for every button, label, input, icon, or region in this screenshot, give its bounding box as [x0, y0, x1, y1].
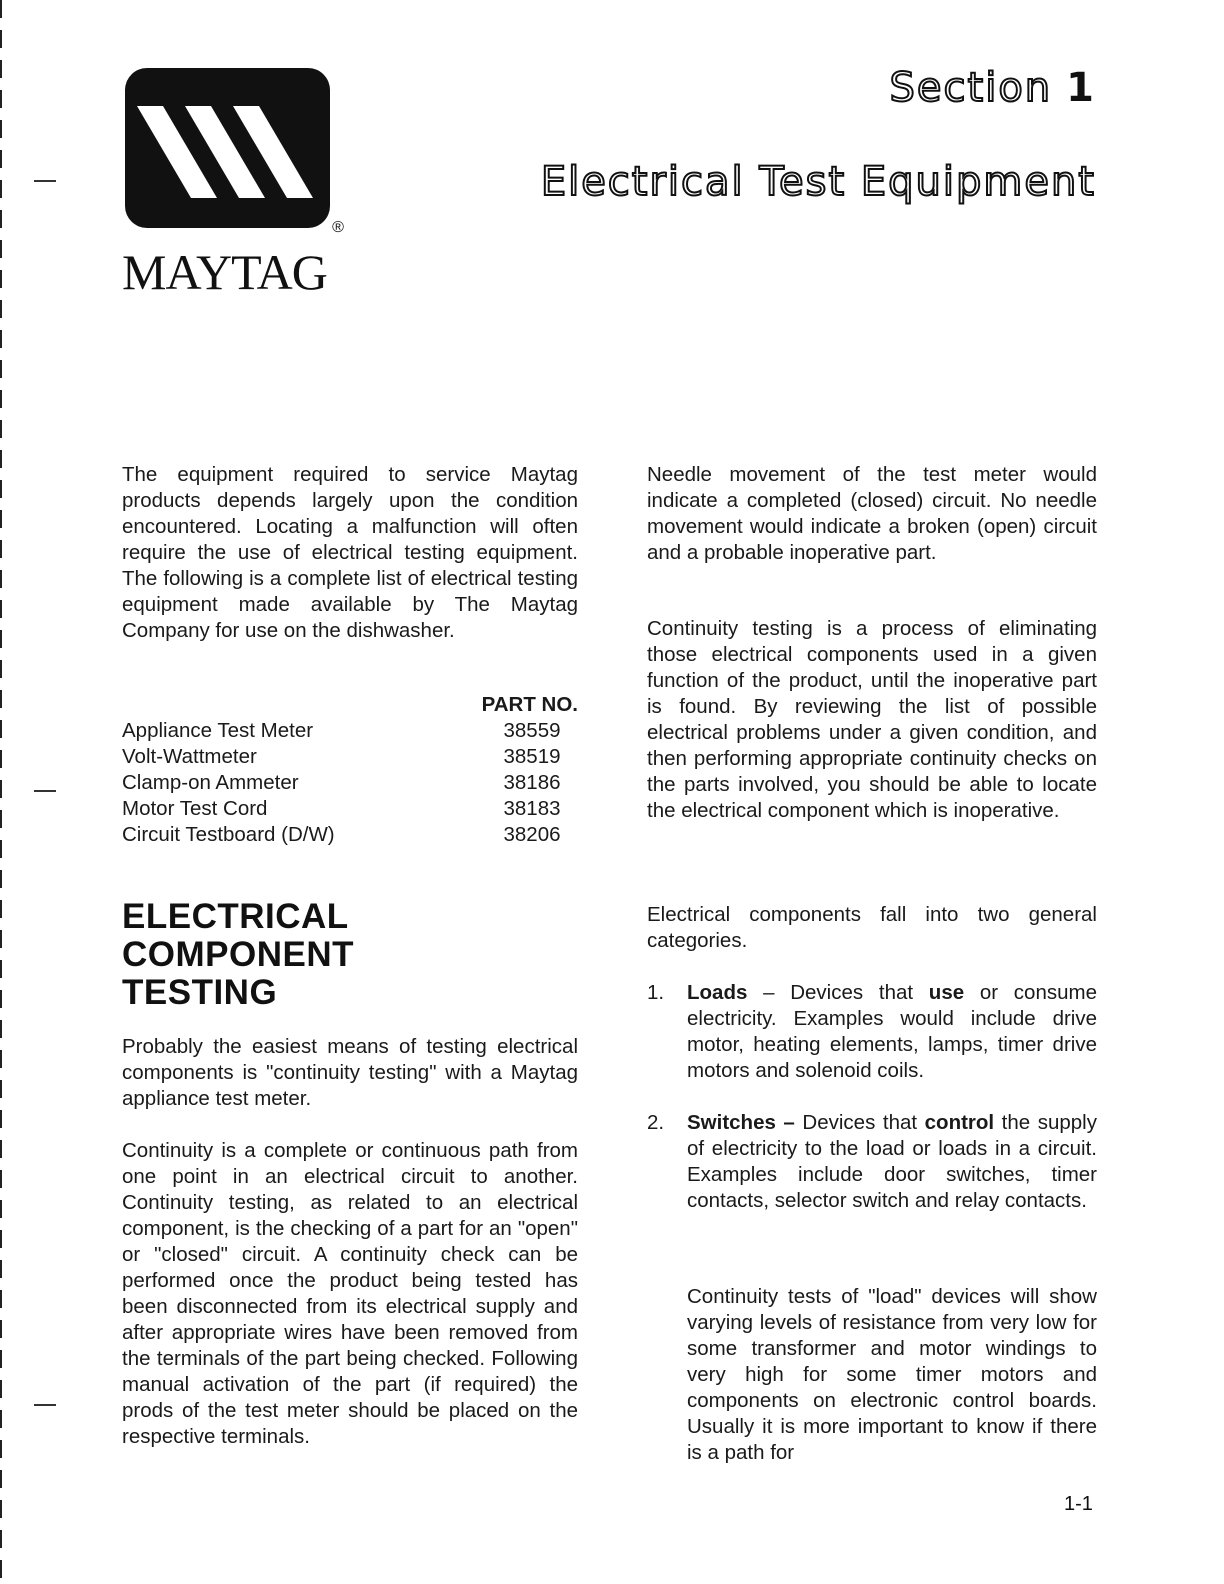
list-item — [647, 1110, 1097, 1214]
page-number: 1-1 — [1064, 1493, 1093, 1515]
body-paragraph: Continuity tests of "load" devices will show varying levels of resistance from very low for some transformer and motor windings to very high for some timer motors and components on electronic control boards. Usually it is more important to know if there is a path for — [687, 1285, 1097, 1464]
list-number: 1. — [647, 981, 665, 1004]
section-number: 1 — [1066, 65, 1096, 111]
parts-table-header: PART NO. — [481, 693, 578, 716]
part-name: Motor Test Cord — [122, 797, 268, 820]
heading-line: ELECTRICAL — [122, 897, 349, 936]
heading-line: TESTING — [122, 973, 278, 1012]
table-row — [122, 796, 578, 822]
part-name: Clamp-on Ammeter — [122, 771, 299, 794]
body-paragraph: Needle movement of the test meter would indicate a completed (closed) circuit. No needle movement would indicate a broken (open) circuit and a probable inoperative part. — [647, 463, 1097, 564]
body-paragraph: Continuity is a complete or continuous path from one point in an electrical circuit to another. Continuity testing, as related to an electrical component, is the checking of a part for an "open" or "closed" circuit. A continuity check can be performed once the product being tested has been disconnected from its electrical supply and after appropriate wires have been removed from the terminals of the part being checked. Following manual activation of the part (if required) the prods of the test meter should be placed on the respective terminals. — [122, 1139, 578, 1448]
part-number: 38186 — [503, 771, 561, 794]
section-heading — [122, 898, 354, 1012]
list-text-pre: – Devices that — [747, 981, 929, 1004]
list-emphasis: use — [928, 981, 965, 1004]
list-term: Loads — [687, 981, 748, 1004]
list-text-post: the supply of electricity to the load or loads in a circuit. Examples include door switches, timer contacts, selector switch and relay contacts. — [687, 1111, 1097, 1212]
table-row — [122, 718, 578, 744]
part-name: Appliance Test Meter — [122, 719, 314, 742]
list-item — [647, 980, 1097, 1084]
intro-paragraph: The equipment required to service Maytag products depends largely upon the condition encountered. Locating a malfunction will often require the use of electrical testing equipment. The following is a complete list of electrical testing equipment made available by The Maytag Company for use on the dishwasher. — [122, 463, 578, 642]
part-number: 38519 — [503, 745, 561, 768]
part-name: Volt-Wattmeter — [122, 745, 257, 768]
part-number: 38206 — [503, 823, 561, 846]
list-number: 2. — [647, 1111, 665, 1134]
part-number: 38559 — [503, 719, 561, 742]
body-paragraph: Continuity testing is a process of eliminating those electrical components used in a given function of the product, until the inoperative part is found. By reviewing the list of possible electrical problems under a given condition, and then performing appropriate continuity checks on the parts involved, you should be able to locate the electrical component which is inoperative. — [647, 617, 1097, 822]
left-column — [122, 0, 578, 1584]
list-emphasis: control — [924, 1111, 995, 1134]
list-term: Switches – — [687, 1111, 795, 1134]
scan-edge-tick — [34, 790, 56, 792]
part-name: Circuit Testboard (D/W) — [122, 823, 335, 846]
registered-mark: ® — [332, 219, 344, 236]
body-paragraph: Electrical components fall into two general categories. — [647, 903, 1097, 952]
section-label: Section — [889, 65, 1053, 111]
scan-edge-line — [0, 0, 2, 1584]
right-column — [647, 0, 1097, 1584]
list-text-pre: Devices that — [794, 1111, 925, 1134]
page-title: Electrical Test Equipment — [540, 159, 1096, 205]
scan-edge-tick — [34, 1404, 56, 1406]
table-row — [122, 770, 578, 796]
body-paragraph: Probably the easiest means of testing electrical components is "continuity testing" with a Maytag appliance test meter. — [122, 1035, 578, 1110]
heading-line: COMPONENT — [122, 935, 354, 974]
parts-table — [122, 692, 578, 848]
list-text — [687, 980, 1097, 1084]
component-category-list — [647, 980, 1097, 1240]
part-number: 38183 — [503, 797, 561, 820]
table-row — [122, 744, 578, 770]
table-row — [122, 822, 578, 848]
maytag-wordmark: MAYTAG — [122, 244, 327, 300]
list-text-post: or consume electricity. Examples would include drive motor, heating elements, lamps, timer drive motors and solenoid coils. — [687, 981, 1097, 1082]
list-text — [687, 1110, 1097, 1214]
scan-edge-tick — [34, 180, 56, 182]
